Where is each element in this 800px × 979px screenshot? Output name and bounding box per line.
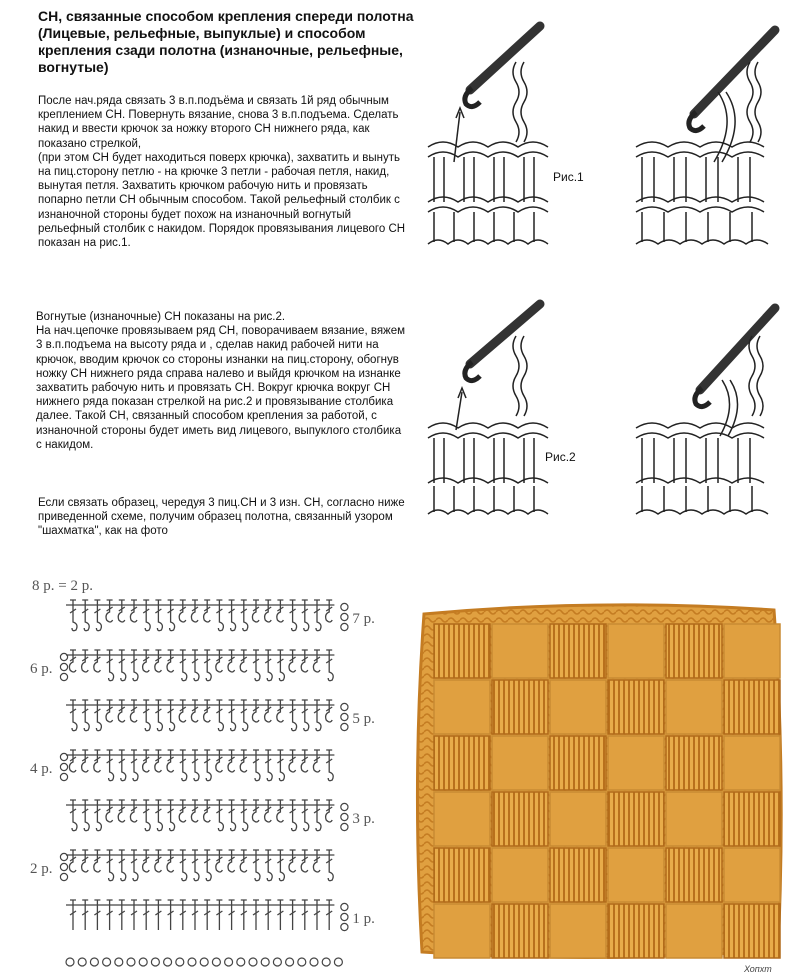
- chain-loop: [90, 958, 98, 966]
- relief-block: [724, 736, 780, 790]
- chain-loop: [176, 958, 184, 966]
- row-label: 7 р.: [352, 611, 375, 627]
- relief-block: [608, 680, 664, 734]
- relief-block: [434, 904, 490, 958]
- stitch-symbol: [326, 800, 333, 822]
- chain-loop: [322, 958, 330, 966]
- stitch-symbol: [240, 650, 247, 672]
- foundation-chain: [66, 958, 342, 966]
- relief-block: [608, 904, 664, 958]
- chain-loop: [261, 958, 269, 966]
- stitch-symbol: [155, 750, 162, 772]
- stitch-symbol: [94, 750, 101, 772]
- relief-block: [724, 680, 780, 734]
- stitch-symbol: [228, 750, 235, 772]
- stitch-symbol: [216, 750, 223, 772]
- stitch-symbol: [82, 750, 89, 772]
- paragraph-front-post: После нач.ряда связать 3 в.п.подъёма и связать 1й ряд обычным креплением СН. Повернуть вязание, снова 3 в.п.подъема. Сделать накид и ввести крючок за ножку второго СН нижнего ряда, как показано стрелкой, (при этом СН будет находиться поверх крючка), захватить и вынуть на пиц.сторону петлю - на крючке 3 петли - рабочая петля, накид, вынутая петля. Захватить крючком рабочую нить и провязать попарно петли СН обычным способом. Такой рельефный столбик с изнаночной стороны будет похож на изнаночный вогнутый рельефный столбик с накидом. Порядок провязывания лицевого СН показан на рис.1.: [38, 95, 406, 250]
- stitch-symbol: [69, 650, 76, 672]
- stitch-symbol: [106, 700, 113, 722]
- stitch-symbol: [313, 750, 320, 772]
- relief-block: [608, 792, 664, 846]
- relief-block: [550, 848, 606, 902]
- stitch-symbol: [240, 750, 247, 772]
- fig1-left-illustration: [420, 22, 560, 262]
- chain-loop: [341, 903, 348, 910]
- stitch-symbol: [82, 650, 89, 672]
- crochet-scheme-diagram: [0, 570, 400, 979]
- stitch-symbol: [265, 600, 272, 622]
- chain-loop: [60, 873, 67, 880]
- scheme-row: [30, 850, 334, 881]
- stitch-symbol: [277, 600, 284, 622]
- stitch-symbol: [252, 700, 259, 722]
- stitch-symbol: [228, 650, 235, 672]
- relief-block: [666, 736, 722, 790]
- chain-loop: [298, 958, 306, 966]
- relief-block: [608, 848, 664, 902]
- chain-loop: [341, 723, 348, 730]
- row-label: 3 р.: [352, 811, 375, 827]
- chain-loop: [139, 958, 147, 966]
- scheme-row: [66, 700, 375, 731]
- chain-loop: [60, 863, 67, 870]
- stitch-symbol: [130, 700, 137, 722]
- relief-block: [492, 792, 548, 846]
- paragraph-pattern-intro: Если связать образец, чередуя 3 пиц.СН и 3 изн. СН, согласно ниже приведенной схеме, получим образец полотна, связанный узором "шахматка", как на фото: [38, 497, 405, 538]
- stitch-symbol: [301, 650, 308, 672]
- stitch-symbol: [167, 750, 174, 772]
- relief-block: [492, 904, 548, 958]
- chain-loop: [341, 623, 348, 630]
- relief-block: [724, 792, 780, 846]
- relief-block: [434, 624, 490, 678]
- stitch-symbol: [265, 800, 272, 822]
- page-title: СН, связанные способом крепления спереди полотна (Лицевые, рельефные, выпуклые) и способом крепления сзади полотна (изнаночные, рельефные, вогнутые): [38, 8, 414, 75]
- relief-block: [492, 680, 548, 734]
- stitch-symbol: [301, 750, 308, 772]
- relief-block: [724, 904, 780, 958]
- relief-block: [434, 680, 490, 734]
- scheme-row: [30, 650, 334, 681]
- stitch-symbol: [313, 650, 320, 672]
- relief-block: [550, 792, 606, 846]
- chain-loop: [60, 763, 67, 770]
- fig2-left-illustration: [420, 300, 560, 520]
- stitch-symbol: [240, 850, 247, 872]
- row-label: 2 р.: [30, 861, 53, 877]
- chain-loop: [188, 958, 196, 966]
- stitch-symbol: [179, 600, 186, 622]
- stitch-symbol: [82, 850, 89, 872]
- chain-loop: [78, 958, 86, 966]
- stitch-symbol: [179, 700, 186, 722]
- stitch-symbol: [143, 750, 150, 772]
- photo-credit: Хопхт: [744, 964, 772, 974]
- stitch-symbol: [155, 850, 162, 872]
- relief-block: [666, 904, 722, 958]
- scheme-header: 8 р. = 2 р.: [32, 578, 93, 594]
- scheme-row: [66, 600, 375, 631]
- paragraph-back-post: Вогнутые (изнаночные) СН показаны на рис.2. На нач.цепочке провязываем ряд СН, поворачиваем вязание, вяжем 3 в.п.подъема на высоту ряда и , сделав накид рабочей нити на крючок, вводим крючок со стороны изнанки на пиц.сторону, обогнув ножку СН нижнего ряда справа налево и выйдя крючком на изнанке захватить рабочую нить и провязать СН. Вокруг крючка вокруг СН нижнего ряда показан стрелкой на рис.2 и провязывание столбика далее. Такой СН, связанный способом крепления за работой, с изнаночной стороны будет иметь вид лицевого, выпуклого столбика с накидом.: [36, 311, 406, 451]
- stitch-symbol: [94, 650, 101, 672]
- chain-loop: [66, 958, 74, 966]
- chain-loop: [341, 923, 348, 930]
- stitch-symbol: [118, 600, 125, 622]
- stitch-symbol: [191, 700, 198, 722]
- chain-loop: [115, 958, 123, 966]
- relief-block: [550, 736, 606, 790]
- chain-loop: [212, 958, 220, 966]
- relief-block: [724, 624, 780, 678]
- relief-block: [608, 736, 664, 790]
- relief-block: [550, 624, 606, 678]
- stitch-symbol: [191, 800, 198, 822]
- row-label: 4 р.: [30, 761, 53, 777]
- relief-block: [724, 848, 780, 902]
- stitch-symbol: [326, 700, 333, 722]
- chain-loop: [60, 773, 67, 780]
- fig2-label: Рис.2: [545, 450, 576, 464]
- row-label: 1 р.: [352, 911, 375, 927]
- stitch-symbol: [167, 650, 174, 672]
- chain-loop: [286, 958, 294, 966]
- chain-loop: [341, 913, 348, 920]
- scheme-row: [66, 900, 375, 931]
- stitch-symbol: [106, 600, 113, 622]
- stitch-symbol: [289, 850, 296, 872]
- stitch-symbol: [94, 850, 101, 872]
- relief-block: [666, 680, 722, 734]
- relief-block: [434, 848, 490, 902]
- chain-loop: [310, 958, 318, 966]
- stitch-symbol: [204, 800, 211, 822]
- chain-loop: [341, 703, 348, 710]
- relief-block: [492, 624, 548, 678]
- relief-block: [550, 680, 606, 734]
- stitch-symbol: [191, 600, 198, 622]
- fig1-right-illustration: [630, 22, 780, 262]
- relief-block: [434, 792, 490, 846]
- chain-loop: [103, 958, 111, 966]
- stitch-symbol: [216, 850, 223, 872]
- stitch-symbol: [289, 650, 296, 672]
- relief-block: [666, 624, 722, 678]
- chain-loop: [249, 958, 257, 966]
- fig2-right-illustration: [630, 300, 780, 520]
- stitch-symbol: [118, 700, 125, 722]
- chain-loop: [341, 613, 348, 620]
- chain-loop: [341, 803, 348, 810]
- chain-loop: [200, 958, 208, 966]
- stitch-symbol: [143, 850, 150, 872]
- relief-block: [550, 904, 606, 958]
- stitch-symbol: [204, 600, 211, 622]
- relief-block: [492, 848, 548, 902]
- stitch-symbol: [106, 800, 113, 822]
- stitch-symbol: [130, 800, 137, 822]
- relief-block: [608, 624, 664, 678]
- stitch-symbol: [313, 850, 320, 872]
- stitch-symbol: [143, 650, 150, 672]
- chain-loop: [341, 813, 348, 820]
- chain-loop: [225, 958, 233, 966]
- stitch-symbol: [69, 850, 76, 872]
- stitch-symbol: [265, 700, 272, 722]
- stitch-symbol: [118, 800, 125, 822]
- chain-loop: [127, 958, 135, 966]
- chain-loop: [60, 663, 67, 670]
- stitch-symbol: [301, 850, 308, 872]
- stitch-symbol: [252, 600, 259, 622]
- chain-loop: [237, 958, 245, 966]
- stitch-symbol: [167, 850, 174, 872]
- sample-photo: [412, 600, 784, 962]
- fig1-label: Рис.1: [553, 170, 584, 184]
- chain-loop: [164, 958, 172, 966]
- stitch-symbol: [216, 650, 223, 672]
- scheme-row: [30, 750, 334, 781]
- stitch-symbol: [326, 600, 333, 622]
- scheme-row: [66, 800, 375, 831]
- chain-loop: [273, 958, 281, 966]
- relief-block: [666, 848, 722, 902]
- stitch-symbol: [277, 800, 284, 822]
- stitch-symbol: [252, 800, 259, 822]
- chain-loop: [334, 958, 342, 966]
- stitch-symbol: [69, 750, 76, 772]
- chain-loop: [151, 958, 159, 966]
- stitch-symbol: [289, 750, 296, 772]
- chain-loop: [341, 713, 348, 720]
- relief-block: [492, 736, 548, 790]
- chain-loop: [341, 823, 348, 830]
- stitch-symbol: [179, 800, 186, 822]
- stitch-symbol: [130, 600, 137, 622]
- relief-block: [666, 792, 722, 846]
- stitch-symbol: [277, 700, 284, 722]
- relief-block: [434, 736, 490, 790]
- chain-loop: [341, 603, 348, 610]
- stitch-symbol: [204, 700, 211, 722]
- stitch-symbol: [228, 850, 235, 872]
- chain-loop: [60, 673, 67, 680]
- stitch-symbol: [155, 650, 162, 672]
- row-label: 6 р.: [30, 661, 53, 677]
- row-label: 5 р.: [352, 711, 375, 727]
